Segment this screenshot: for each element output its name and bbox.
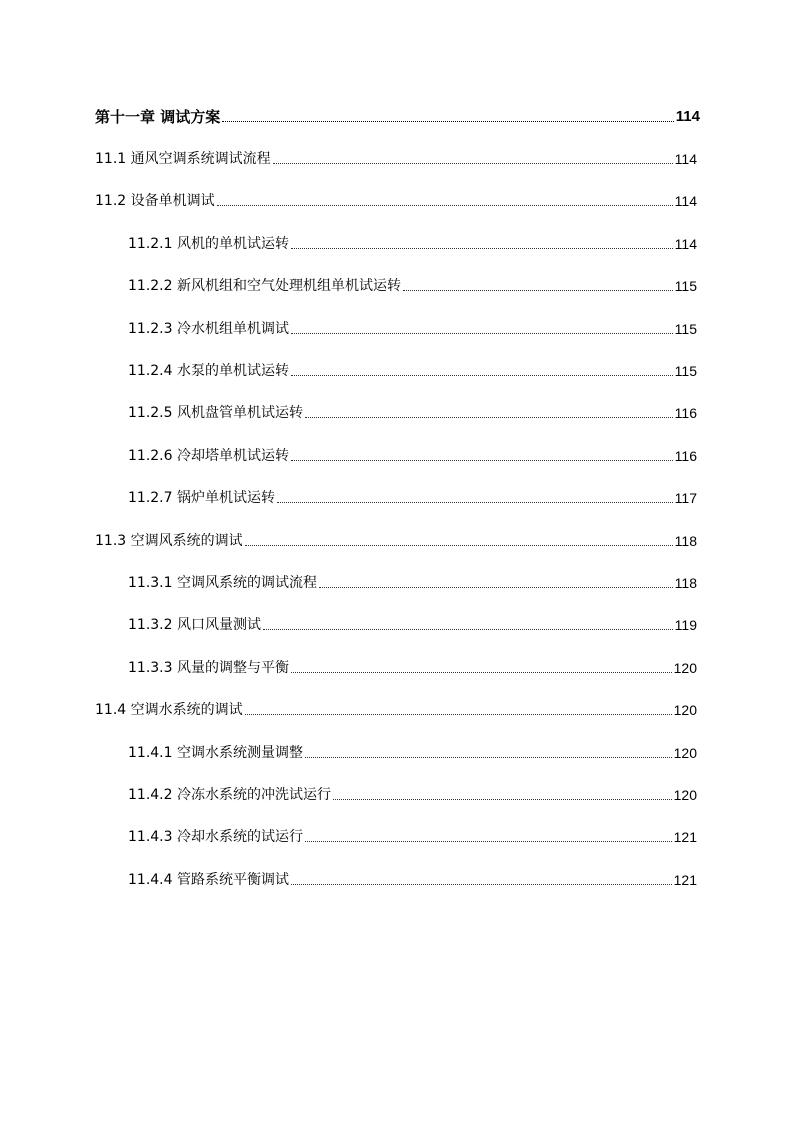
toc-entry-label: 11.4.3 冷却水系统的试运行 — [128, 829, 303, 845]
toc-dot-leader — [222, 120, 674, 122]
toc-entry-label: 11.4.1 空调水系统测量调整 — [128, 745, 303, 761]
toc-entry-label: 11.1 通风空调系统调试流程 — [95, 151, 271, 167]
toc-page-number: 114 — [674, 151, 697, 167]
toc-entry-label: 11.2 设备单机调试 — [95, 193, 215, 209]
toc-dot-leader — [291, 883, 672, 885]
toc-entry[interactable] — [128, 782, 697, 804]
toc-page-number: 121 — [673, 829, 697, 845]
toc-page-number: 118 — [674, 533, 697, 549]
toc-page-number: 115 — [674, 363, 697, 379]
toc-entry[interactable] — [128, 655, 697, 677]
toc-entry-label: 11.2.3 冷水机组单机调试 — [128, 321, 289, 337]
toc-dot-leader — [291, 247, 673, 249]
toc-entry-label: 11.2.5 风机盘管单机试运转 — [128, 405, 303, 421]
toc-dot-leader — [291, 459, 673, 461]
toc-dot-leader — [245, 713, 672, 715]
toc-entry-label: 第十一章 调试方案 — [95, 108, 221, 126]
toc-dot-leader — [333, 798, 672, 800]
toc-entry-label: 11.2.6 冷却塔单机试运转 — [128, 448, 289, 464]
toc-entry-label: 11.2.7 锅炉单机试运转 — [128, 490, 275, 506]
toc-page-number: 115 — [674, 321, 697, 337]
toc-page-number: 121 — [673, 872, 697, 888]
toc-entry[interactable] — [128, 485, 697, 507]
toc-page-number: 118 — [674, 575, 697, 591]
toc-entry-label: 11.2.1 风机的单机试运转 — [128, 236, 289, 252]
toc-page-number: 120 — [673, 787, 697, 803]
toc-page-number: 120 — [673, 745, 697, 761]
toc-entry-label: 11.4.4 管路系统平衡调试 — [128, 872, 289, 888]
toc-entry[interactable] — [95, 528, 697, 550]
toc-dot-leader — [245, 544, 673, 546]
toc-page-number: 115 — [674, 278, 697, 294]
toc-entry-label: 11.3 空调风系统的调试 — [95, 533, 243, 549]
toc-entry[interactable] — [128, 867, 697, 889]
toc-entry[interactable] — [128, 400, 697, 422]
toc-dot-leader — [305, 840, 672, 842]
toc-dot-leader — [277, 501, 673, 503]
toc-entry-label: 11.2.4 水泵的单机试运转 — [128, 363, 289, 379]
toc-entry[interactable] — [128, 443, 697, 465]
toc-entry[interactable] — [128, 316, 697, 338]
toc-dot-leader — [291, 332, 673, 334]
toc-entry-label: 11.3.3 风量的调整与平衡 — [128, 660, 289, 676]
toc-entry[interactable] — [128, 612, 697, 634]
toc-entry[interactable] — [128, 570, 697, 592]
toc-entry-label: 11.3.2 风口风量测试 — [128, 617, 261, 633]
toc-chapter-heading[interactable] — [95, 104, 700, 126]
toc-entry[interactable] — [128, 740, 697, 762]
toc-page-number: 120 — [673, 702, 697, 718]
toc-entry[interactable] — [95, 146, 697, 168]
toc-dot-leader — [217, 204, 673, 206]
toc-entry-label: 11.2.2 新风机组和空气处理机组单机试运转 — [128, 278, 401, 294]
toc-page-number: 119 — [674, 617, 697, 633]
toc-dot-leader — [305, 756, 672, 758]
toc-entry[interactable] — [95, 188, 697, 210]
toc-dot-leader — [319, 586, 673, 588]
toc-entry-label: 11.4 空调水系统的调试 — [95, 702, 243, 718]
toc-page-number: 116 — [674, 448, 697, 464]
toc-page-number: 117 — [674, 490, 697, 506]
toc-entry[interactable] — [128, 273, 697, 295]
toc-page-number: 114 — [675, 108, 700, 125]
toc-entry-label: 11.4.2 冷冻水系统的冲洗试运行 — [128, 787, 331, 803]
toc-dot-leader — [273, 162, 673, 164]
toc-entry[interactable] — [128, 231, 697, 253]
toc-dot-leader — [263, 628, 673, 630]
toc-entry[interactable] — [95, 697, 697, 719]
toc-page-number: 114 — [674, 236, 697, 252]
toc-page-number: 116 — [674, 405, 697, 421]
toc-entry[interactable] — [128, 824, 697, 846]
toc-page-number: 114 — [674, 193, 697, 209]
toc-dot-leader — [291, 374, 673, 376]
toc-dot-leader — [291, 671, 672, 673]
toc-entry[interactable] — [128, 358, 697, 380]
toc-dot-leader — [403, 289, 673, 291]
toc-dot-leader — [305, 416, 673, 418]
toc-entry-label: 11.3.1 空调风系统的调试流程 — [128, 575, 317, 591]
toc-page-number: 120 — [673, 660, 697, 676]
